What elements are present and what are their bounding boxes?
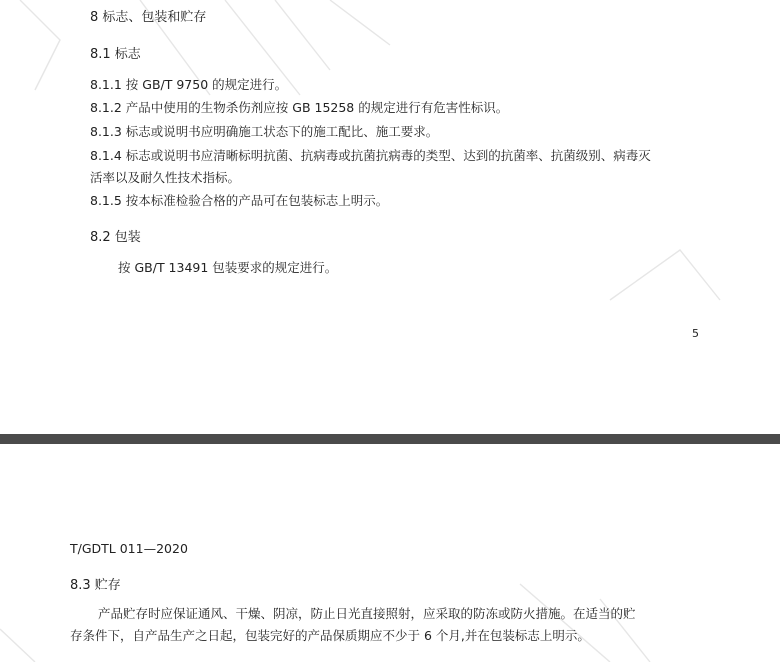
section-8-1-title: 8.1 标志 [90, 47, 141, 62]
item-8-1-5: 8.1.5 按本标准检验合格的产品可在包装标志上明示。 [90, 193, 389, 208]
section-8-2-text: 按 GB/T 13491 包装要求的规定进行。 [118, 260, 338, 275]
item-8-1-2: 8.1.2 产品中使用的生物杀伤剂应按 GB 15258 的规定进行有危害性标识。 [90, 100, 509, 115]
section-8-3-line-2: 存条件下，自产品生产之日起，包装完好的产品保质期应不少于 6 个月,并在包装标志上明示。 [70, 628, 590, 643]
document-page-2 [0, 444, 780, 662]
item-8-1-4-continued: 活率以及耐久性技术指标。 [90, 170, 241, 185]
page-separator [0, 434, 780, 444]
item-8-1-3: 8.1.3 标志或说明书应明确施工状态下的施工配比、施工要求。 [90, 124, 439, 139]
document-code: T/GDTL 011—2020 [70, 541, 188, 556]
section-8-3-line-1: 产品贮存时应保证通风、干燥、阴凉，防止日光直接照射，应采取的防冻或防火措施。在适当的贮 [98, 606, 636, 621]
item-8-1-1: 8.1.1 按 GB/T 9750 的规定进行。 [90, 77, 288, 92]
section-8-title: 8 标志、包装和贮存 [90, 10, 207, 25]
section-8-3-title: 8.3 贮存 [70, 578, 121, 593]
section-8-2-title: 8.2 包装 [90, 230, 141, 245]
page-number: 5 [692, 327, 699, 340]
item-8-1-4: 8.1.4 标志或说明书应清晰标明抗菌、抗病毒或抗菌抗病毒的类型、达到的抗菌率、抗菌级别、病毒灭 [90, 148, 651, 163]
